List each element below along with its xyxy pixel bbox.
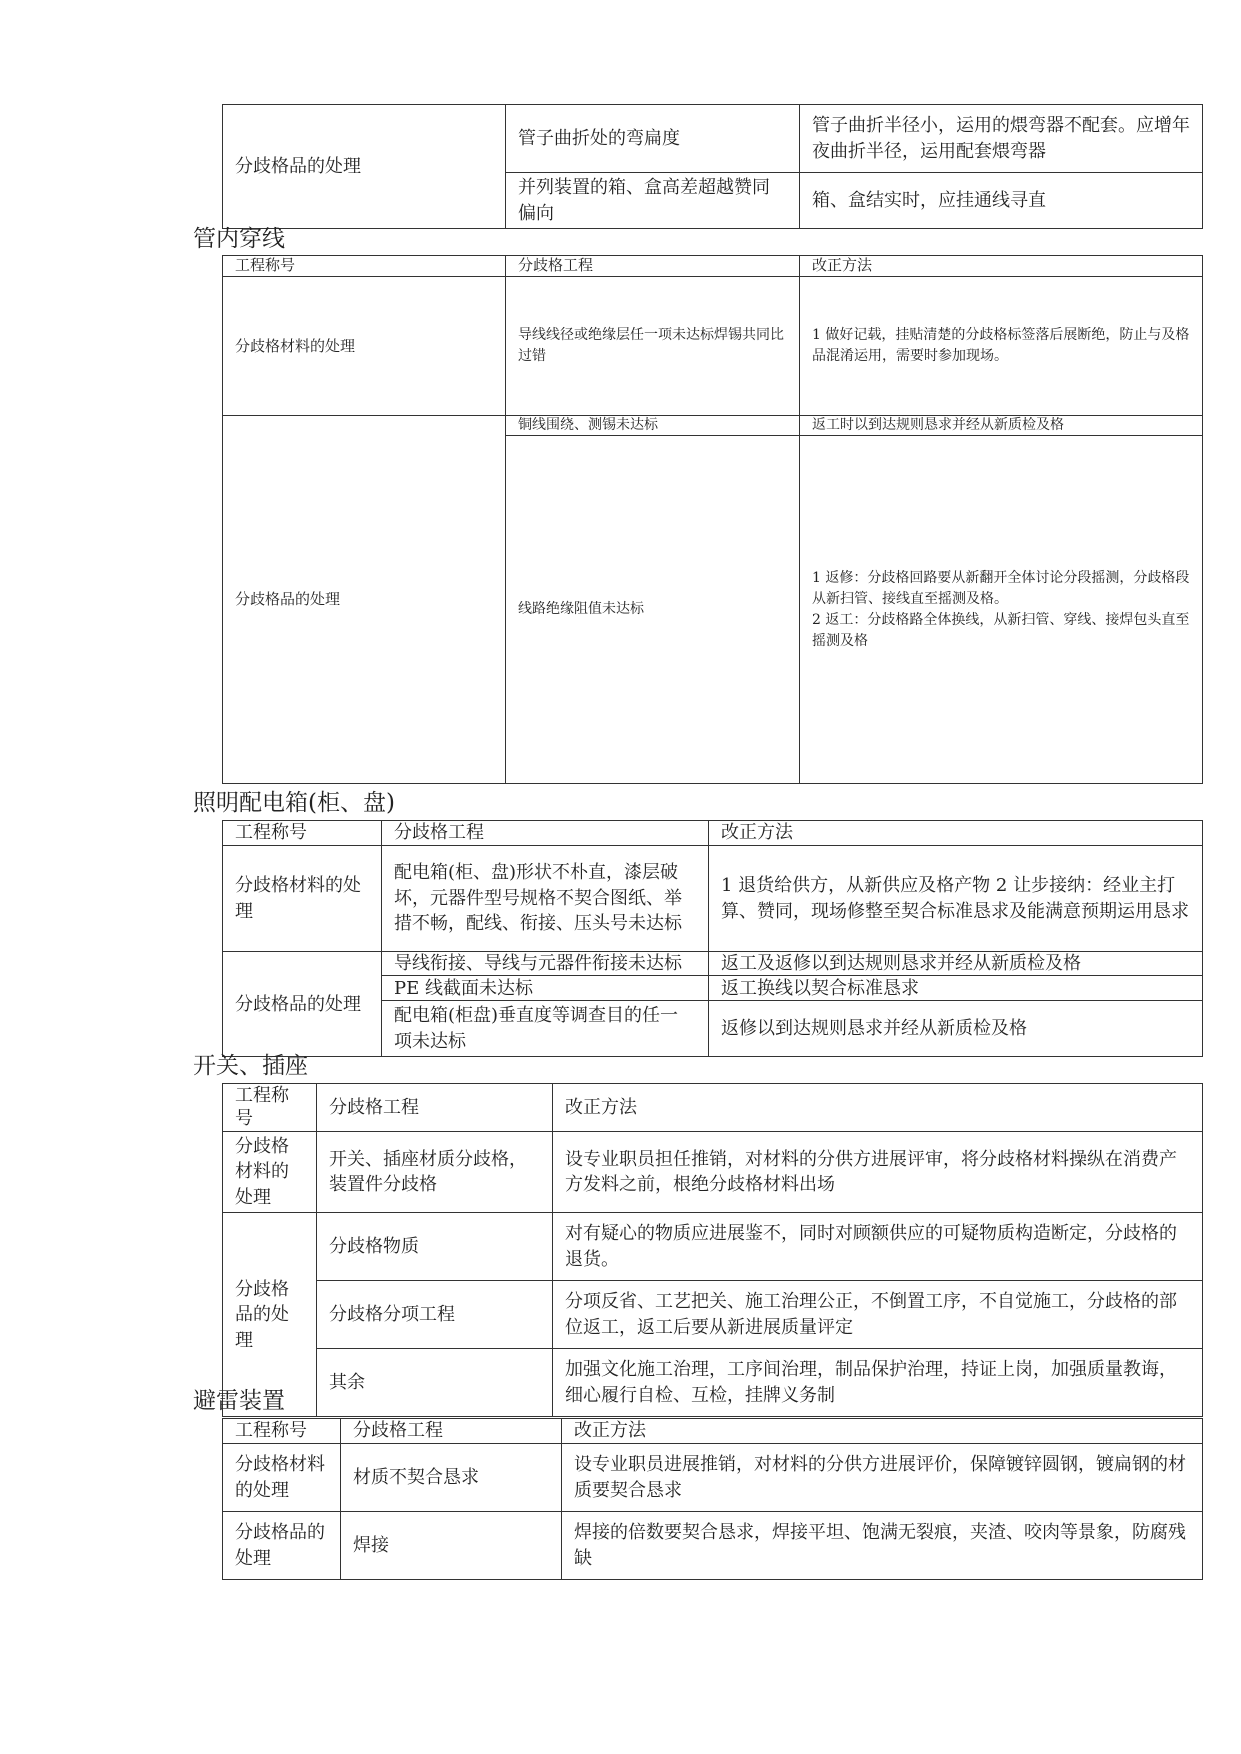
- product-method: 返工时以到达规则恳求并经从新质检及格: [800, 416, 1203, 436]
- material-label: 分歧格材料的处理: [223, 277, 506, 416]
- product-method: 对有疑心的物质应进展鉴不，同时对顾额供应的可疑物质构造断定，分歧格的退货。: [553, 1213, 1203, 1281]
- section-title-switch-socket: 开关、插座: [193, 1053, 308, 1079]
- material-item: 配电箱(柜、盘)形状不朴直，漆层破坏，元器件型号规格不契合图纸、举措不畅，配线、衔接、压头号未达标: [382, 846, 709, 952]
- header-method: 改正方法: [709, 821, 1203, 846]
- material-item: 导线线径或绝缘层任一项未达标焊锡共同比过错: [506, 277, 800, 416]
- product-item: PE 线截面未达标: [382, 976, 709, 1001]
- product-item: 铜线围绕、测锡未达标: [506, 416, 800, 436]
- table-lightning-protection: [222, 1418, 1203, 1580]
- header-method: 改正方法: [553, 1084, 1203, 1132]
- table-distribution-box: [222, 820, 1203, 1057]
- table0-method: 箱、盒结实时，应挂通线寻直: [800, 173, 1203, 229]
- product-item: 分歧格物质: [317, 1213, 553, 1281]
- header-name: 工程称号: [223, 1084, 317, 1132]
- product-method: 焊接的倍数要契合恳求，焊接平坦、饱满无裂痕，夹渣、咬肉等景象，防腐残缺: [562, 1512, 1203, 1580]
- product-item: 导线衔接、导线与元器件衔接未达标: [382, 952, 709, 976]
- method-line: 1 返修：分歧格回路要从新翻开全体讨论分段摇测，分歧格段从新扫管、接线直至摇测及格。: [812, 569, 1190, 607]
- product-item: 分歧格分项工程: [317, 1281, 553, 1349]
- header-item: 分歧格工程: [317, 1084, 553, 1132]
- header-name: 工程称号: [223, 821, 382, 846]
- table-switch-socket: [222, 1083, 1203, 1417]
- section-title-distribution-box: 照明配电箱(柜、盘): [193, 790, 395, 816]
- table0-item: 管子曲折处的弯扁度: [506, 105, 800, 173]
- table0-item: 并列装置的箱、盒高差超越赞同偏向: [506, 173, 800, 229]
- product-method: [800, 436, 1203, 784]
- product-item: 其余: [317, 1349, 553, 1417]
- table-continuation: [222, 104, 1203, 229]
- material-method: 1 做好记载，挂贴清楚的分歧格标签落后展断绝，防止与及格品混淆运用，需要时参加现场。: [800, 277, 1203, 416]
- header-name: 工程称号: [223, 1419, 341, 1444]
- header-item: 分歧格工程: [341, 1419, 562, 1444]
- table0-group-label: 分歧格品的处理: [223, 105, 506, 229]
- method-line: 2 返工：分歧格路全体换线，从新扫管、穿线、接焊包头直至摇测及格: [812, 611, 1190, 649]
- product-item: 焊接: [341, 1512, 562, 1580]
- material-item: 材质不契合恳求: [341, 1444, 562, 1512]
- product-method: 返工换线以契合标准恳求: [709, 976, 1203, 1001]
- material-item: 开关、插座材质分歧格，装置件分歧格: [317, 1131, 553, 1213]
- table-wiring: [222, 255, 1203, 784]
- product-method: 分项反省、工艺把关、施工治理公正，不倒置工序，不自觉施工，分歧格的部位返工，返工后要从新进展质量评定: [553, 1281, 1203, 1349]
- header-method: 改正方法: [800, 256, 1203, 277]
- material-label: 分歧格材料的处理: [223, 1131, 317, 1213]
- header-item: 分歧格工程: [382, 821, 709, 846]
- table0-method: 管子曲折半径小，运用的煨弯器不配套。应增年夜曲折半径，运用配套煨弯器: [800, 105, 1203, 173]
- product-item: 配电箱(柜盘)垂直度等调查目的任一项未达标: [382, 1001, 709, 1057]
- product-item: 线路绝缘阻值未达标: [506, 436, 800, 784]
- section-title-wiring: 管内穿线: [193, 226, 285, 252]
- material-method: 1 退货给供方，从新供应及格产物 2 让步接纳：经业主打算、赞同，现场修整至契合标准恳求及能满意预期运用恳求: [709, 846, 1203, 952]
- product-method: 返工及返修以到达规则恳求并经从新质检及格: [709, 952, 1203, 976]
- section-title-lightning-protection: 避雷装置: [193, 1388, 285, 1414]
- header-item: 分歧格工程: [506, 256, 800, 277]
- material-method: 设专业职员担任推销，对材料的分供方进展评审，将分歧格材料操纵在消费产方发料之前，根绝分歧格材料出场: [553, 1131, 1203, 1213]
- product-method: 加强文化施工治理，工序间治理，制品保护治理，持证上岗，加强质量教诲，细心履行自检、互检，挂牌义务制: [553, 1349, 1203, 1417]
- product-label: 分歧格品的处理: [223, 1512, 341, 1580]
- header-method: 改正方法: [562, 1419, 1203, 1444]
- material-method: 设专业职员进展推销，对材料的分供方进展评价，保障镀锌圆钢，镀扁钢的材质要契合恳求: [562, 1444, 1203, 1512]
- product-label: 分歧格品的处理: [223, 1213, 317, 1417]
- header-name: 工程称号: [223, 256, 506, 277]
- material-label: 分歧格材料的处理: [223, 1444, 341, 1512]
- product-label: 分歧格品的处理: [223, 416, 506, 784]
- product-label: 分歧格品的处理: [223, 952, 382, 1057]
- material-label: 分歧格材料的处理: [223, 846, 382, 952]
- product-method: 返修以到达规则恳求并经从新质检及格: [709, 1001, 1203, 1057]
